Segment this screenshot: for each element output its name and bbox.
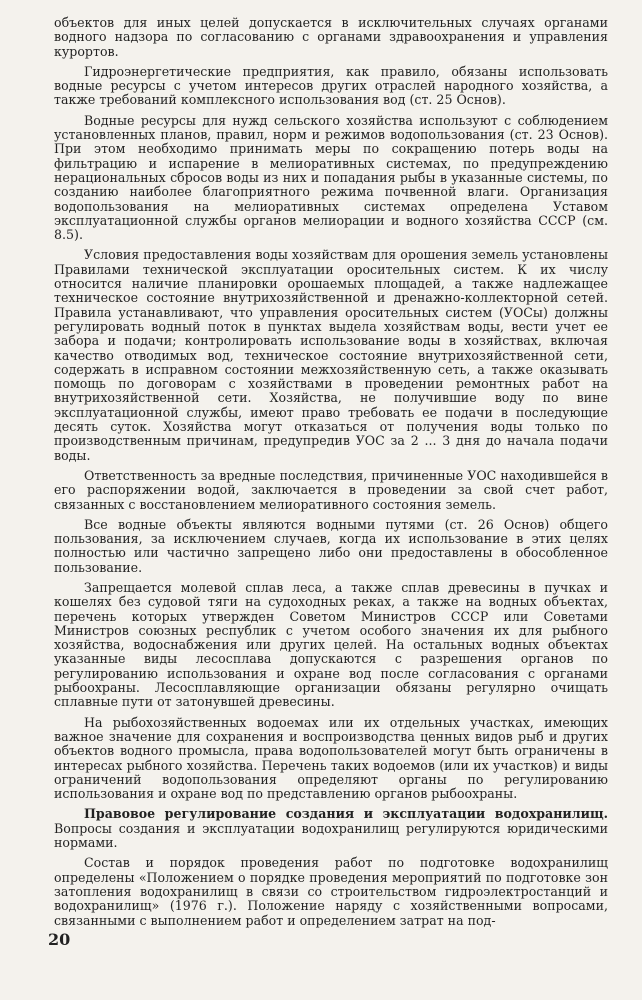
page-number: 20 — [48, 930, 71, 949]
paragraph-irrigation-conditions: Условия предоставления воды хозяйствам для орошения земель установлены Правилами технической эксплуатации оросительных систем. К их числу относится наличие планировки орошаемых площадей, а также надлежащее техническое состояние внутрихозяйственной и дренажно-коллекторной сетей. Правила устанавливают, что управления оросительных систем (УОСы) должны регулировать водный поток в пунктах выдела хозяйствам воды, вести учет ее забора и подачи; контролировать использование воды в хозяйствах, включая качество отводимых вод, техническое состояние внутрихозяйственной сети, содержать в исправном состоянии межхозяйственную сеть, а также оказывать помощь по договорам с хозяйствами в проведении ремонтных работ на внутрихозяйственной сети. Хозяйства, не получившие воду по вине эксплуатационной службы, имеют право требовать ее подачи в последующие десять суток. Хозяйства могут отказаться от получения воды только по производственным причинам, предупредив УОС за 2 ... 3 дня до начала подачи воды. — [54, 247, 608, 463]
body-text — [54, 16, 608, 928]
paragraph-continuation: объектов для иных целей допускается в исключительных случаях органами водного надзора по согласованию с органами здравоохранения и управления курортов. — [54, 15, 608, 59]
paragraph-fisheries: На рыбохозяйственных водоемах или их отдельных участках, имеющих важное значение для сохранения и воспроизводства ценных видов рыб и других объектов водного промысла, права водопользователей могут быть ограничены в интересах рыбного хозяйства. Перечень таких водоемов (или их участков) и виды ограничений водопользования определяют органы по регулированию использования и охране вод по представлению органов рыбоохраны. — [54, 714, 608, 802]
paragraph-waterways: Все водные объекты являются водными путями (ст. 26 Основ) общего пользования, за исключением случаев, когда их использование в этих целях полностью или частично запрещено либо они предоставлены в обособленное пользование. — [54, 516, 608, 575]
paragraph-responsibility: Ответственность за вредные последствия, причиненные УОС находившейся в его распоряжении водой, заключается в проведении за свой счет работ, связанных с восстановлением мелиоративного состояния земель. — [54, 467, 608, 512]
section-heading-reservoirs: Правовое регулирование создания и эксплуатации водохранилищ. — [84, 806, 608, 822]
paragraph-hydropower: Гидроэнергетические предприятия, как правило, обязаны использовать водные ресурсы с учетом интересов других отраслей народного хозяйства, а также требований комплексного использования вод (ст. 25 Основ). — [54, 63, 608, 108]
paragraph-reservoir-preparation: Состав и порядок проведения работ по подготовке водохранилищ определены «Положением о порядке проведения мероприятий по подготовке зон затопления водохранилищ в связи со строительством гидроэлектростанций и водохранилищ» (1976 г.). Положение наряду с хозяйственными вопросами, связанными с выполнением работ и определением затрат на под- — [54, 855, 608, 928]
paragraph-timber-rafting: Запрещается молевой сплав леса, а также сплав древесины в пучках и кошелях без судовой тяги на судоходных реках, а также на водных объектах, перечень которых утвержден Советом Министров СССР или Советами Министров союзных республик с учетом особого значения их для рыбного хозяйства, водоснабжения или других целей. На остальных водных объектах указанные виды лесосплава допускаются с разрешения органов по регулированию использования и охране вод после согласования с органами рыбоохраны. Лесосплавляющие организации обязаны регулярно очищать сплавные пути от затонувшей древесины. — [54, 579, 608, 710]
paragraph-reservoirs — [54, 807, 608, 850]
paragraph-reservoirs-text: Вопросы создания и эксплуатации водохранилищ регулируются юридическими нормами. — [54, 820, 608, 851]
paragraph-agriculture: Водные ресурсы для нужд сельского хозяйства используют с соблюдением установленных планов, правил, норм и режимов водопользования (ст. 23 Основ). При этом необходимо принимать меры по сокращению потерь воды на фильтрацию и испарение в мелиоративных системах, по предупреждению нерациональных сбросов воды из них и попадания рыбы в указанные системы, по созданию наиболее благоприятного режима почвенной влаги. Организация водопользования на мелиоративных системах определена Уставом эксплуатационной службы органов мелиорации и водного хозяйства СССР (см. 8.5). — [54, 112, 608, 243]
